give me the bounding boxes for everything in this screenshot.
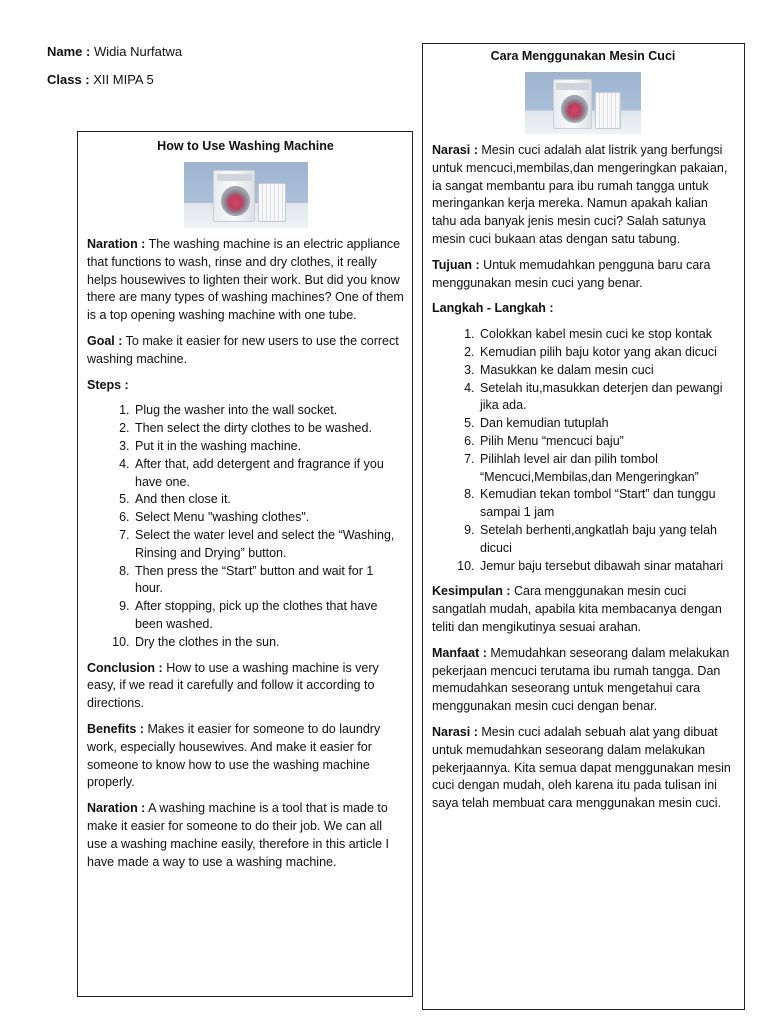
list-item: 10. Jemur baju tersebut dibawah sinar matahari <box>478 558 734 576</box>
student-class-line <box>47 72 154 88</box>
conclusion-label: Conclusion : <box>87 660 163 675</box>
goal-text: To make it easier for new users to use the correct washing machine. <box>87 333 399 366</box>
naration-closing-paragraph <box>87 800 404 871</box>
kesimpulan-text: Cara menggunakan mesin cuci sangatlah mudah, apabila kita membacanya dengan teliti dan mengikutinya sesuai arahan. <box>432 584 722 634</box>
washer-graphic <box>553 79 592 128</box>
naration-text: The washing machine is an electric appliance that functions to wash, rinse and dry clothes, it really helps housewives to lighten their work. But did you know there are many types of washing machines? One of them is a top opening washing machine with one tube. <box>87 237 404 323</box>
manfaat-paragraph <box>432 645 734 716</box>
name-value: Widia Nurfatwa <box>93 44 183 59</box>
benefits-label: Benefits : <box>87 721 144 736</box>
list-item: 4. Setelah itu,masukkan deterjen dan pewangi jika ada. <box>478 380 734 416</box>
narasi-label: Narasi : <box>432 143 478 157</box>
benefits-text: Makes it easier for someone to do laundry work, especially housewives. And make it easier for someone to know how to use the washing machine properly. <box>87 721 381 790</box>
conclusion-paragraph <box>87 660 404 713</box>
list-item: 2. Kemudian pilih baju kotor yang akan dicuci <box>478 344 734 362</box>
mesin-cuci-photo <box>525 72 641 134</box>
student-name-line <box>47 44 182 60</box>
steps-heading: Steps : <box>87 377 129 392</box>
list-item: 6. Pilih Menu “mencuci baju” <box>478 433 734 451</box>
list-item: 7. Select the water level and select the “Washing, Rinsing and Drying” button. <box>133 527 404 563</box>
list-item: 9. After stopping, pick up the clothes that have been washed. <box>133 598 404 634</box>
goal-label: Goal : <box>87 333 123 348</box>
tujuan-paragraph <box>432 257 734 293</box>
narasi-paragraph <box>432 142 734 249</box>
list-item: 5. Dan kemudian tutuplah <box>478 415 734 433</box>
list-item: 1. Colokkan kabel mesin cuci ke stop kontak <box>478 326 734 344</box>
name-label: Name : <box>47 44 91 59</box>
indonesian-title: Cara Menggunakan Mesin Cuci <box>490 49 676 63</box>
manfaat-label: Manfaat : <box>432 645 487 660</box>
indonesian-article-box <box>422 43 745 1010</box>
list-item: 2. Then select the dirty clothes to be washed. <box>133 420 404 438</box>
list-item: 8. Then press the “Start” button and wait for 1 hour. <box>133 563 404 599</box>
narasi-closing-paragraph <box>432 724 734 813</box>
naration-paragraph <box>87 236 404 325</box>
laundry-basket-graphic <box>595 92 621 129</box>
narasi-closing-label: Narasi : <box>432 724 478 739</box>
washer-graphic <box>213 170 255 222</box>
langkah-heading: Langkah - Langkah : <box>432 301 554 316</box>
list-item: 5. And then close it. <box>133 491 404 509</box>
manfaat-text: Memudahkan seseorang dalam melakukan pekerjaan mencuci terutama ibu rumah tangga. Dan memudahkan seseorang untuk mengetahui cara menggunakan mesin cuci dengan benar. <box>432 645 730 714</box>
naration-label: Naration : <box>87 237 146 251</box>
kesimpulan-paragraph <box>432 583 734 636</box>
washing-machine-photo <box>184 162 308 228</box>
list-item: 8. Kemudian tekan tombol “Start” dan tunggu sampai 1 jam <box>478 486 734 522</box>
laundry-basket-graphic <box>258 183 286 222</box>
tujuan-label: Tujuan : <box>432 257 480 272</box>
list-item: 4. After that, add detergent and fragrance if you have one. <box>133 456 404 492</box>
naration-closing-text: A washing machine is a tool that is made to make it easier for someone to do their job. We can all use a washing machine easily, therefore in this article I have made a way to use a washing machine. <box>87 801 390 869</box>
english-title: How to Use Washing Machine <box>157 139 334 153</box>
naration-closing-label: Naration : <box>87 801 146 816</box>
indonesian-steps-list <box>432 326 734 575</box>
benefits-paragraph <box>87 721 404 792</box>
list-item: 9. Setelah berhenti,angkatlah baju yang telah dicuci <box>478 522 734 558</box>
list-item: 1. Plug the washer into the wall socket. <box>133 402 404 420</box>
tujuan-text: Untuk memudahkan pengguna baru cara menggunakan mesin cuci yang benar. <box>432 257 711 290</box>
class-label: Class : <box>47 72 90 87</box>
list-item: 6. Select Menu "washing clothes". <box>133 509 404 527</box>
narasi-text: Mesin cuci adalah alat listrik yang berfungsi untuk mencuci,membilas,dan mengeringkan pakaian, ia sangat membantu para ibu rumah tangga untuk meringankan kerja mereka. Namun apakah kalian tahu ada banyak jenis mesin cuci? Salah satunya mesin cuci bukaan atas dengan satu tabung. <box>432 143 728 246</box>
list-item: 3. Masukkan ke dalam mesin cuci <box>478 362 734 380</box>
class-value: XII MIPA 5 <box>93 72 154 87</box>
list-item: 10. Dry the clothes in the sun. <box>133 634 404 652</box>
list-item: 3. Put it in the washing machine. <box>133 438 404 456</box>
english-steps-list <box>87 402 404 651</box>
conclusion-text: How to use a washing machine is very easy, if we read it carefully and follow it according to directions. <box>87 660 379 711</box>
list-item: 7. Pilihlah level air dan pilih tombol “Mencuci,Membilas,dan Mengeringkan” <box>478 451 734 487</box>
kesimpulan-label: Kesimpulan : <box>432 584 511 599</box>
english-article-box <box>77 131 413 997</box>
narasi-closing-text: Mesin cuci adalah sebuah alat yang dibuat untuk memudahkan seseorang dalam melakukan pekerjaannya. Kita semua dapat menggunakan mesin cuci dengan mudah, oleh karena itu pada tulisan ini saya telah membuat cara menggunakan mesin cuci. <box>432 724 731 811</box>
goal-paragraph <box>87 333 404 369</box>
